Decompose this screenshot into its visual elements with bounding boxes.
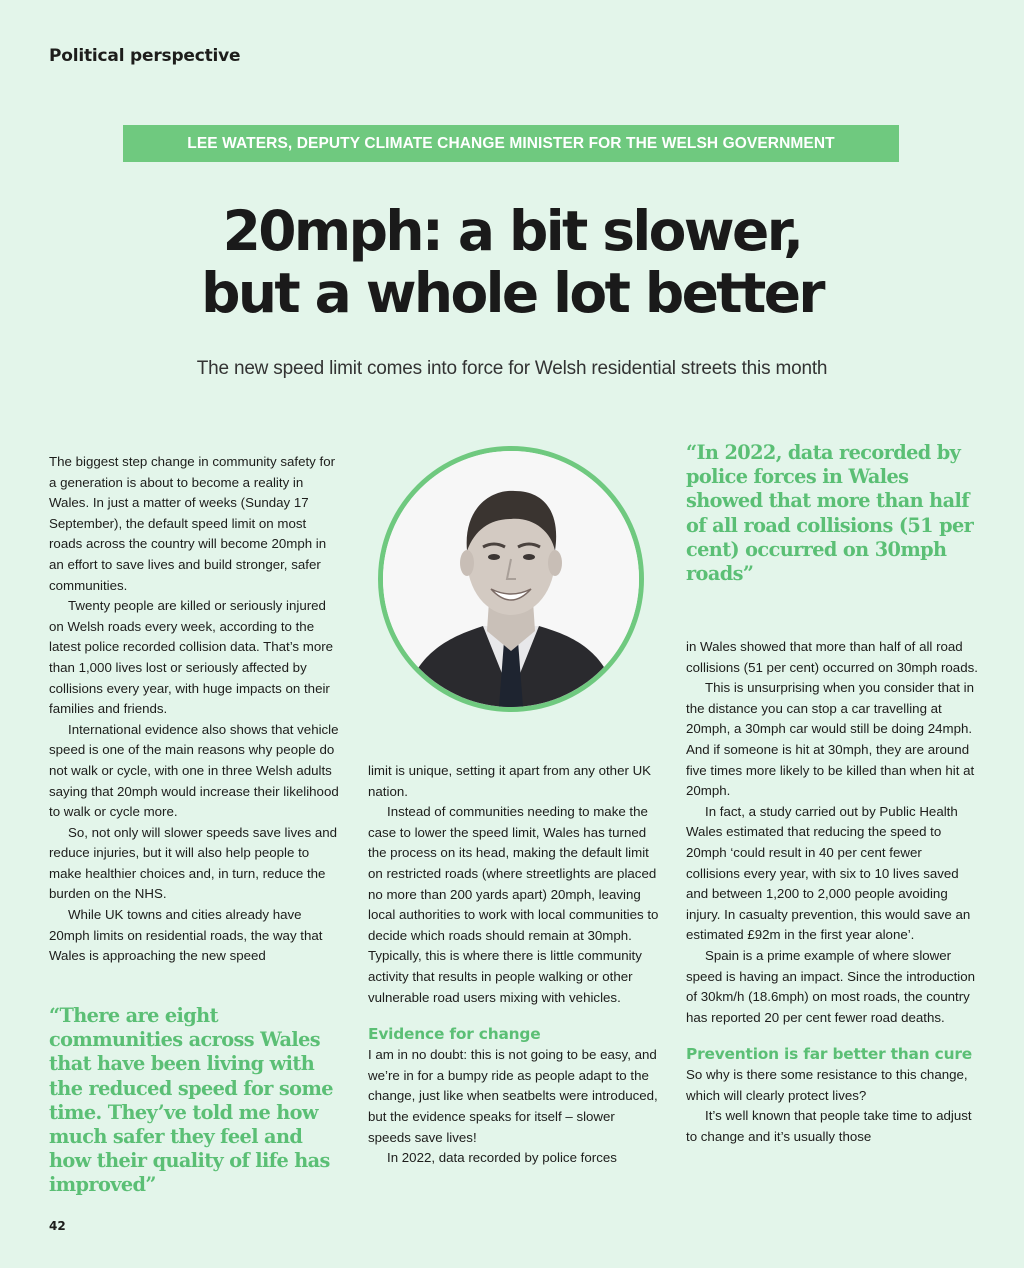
paragraph: While UK towns and cities already have 20mph limits on residential roads, the way that Wales is approaching the new speed bbox=[49, 907, 323, 964]
subheading: Prevention is far better than cure bbox=[686, 1045, 972, 1064]
paragraph: limit is unique, setting it apart from any other UK nation. bbox=[368, 763, 652, 799]
article-column-2 bbox=[368, 761, 660, 1169]
page-number: 42 bbox=[49, 1219, 66, 1233]
pull-quote: “In 2022, data recorded by police forces in Wales showed that more than half of all road collisions (51 per cent) occurred on 30mph roads” bbox=[686, 441, 974, 586]
paragraph: International evidence also shows that vehicle speed is one of the main reasons why people do not walk or cycle, with one in three Welsh adults saying that 20mph would increase their likelihood to walk or cycle more. bbox=[49, 721, 339, 820]
author-banner bbox=[123, 125, 899, 162]
headline bbox=[0, 200, 1024, 324]
paragraph: Spain is a prime example of where slower speed is having an impact. Since the introduction of 30km/h (18.6mph) on most roads, the country has reported 20 per cent fewer road deaths. bbox=[686, 947, 976, 1025]
paragraph: in Wales showed that more than half of all road collisions (51 per cent) occurred on 30mph roads. bbox=[686, 639, 978, 675]
subheading: Evidence for change bbox=[368, 1025, 541, 1044]
paragraph: This is unsurprising when you consider that in the distance you can stop a car travelling at 20mph, a 30mph car would still be doing 24mph. And if someone is hit at 30mph, they are around five times more likely to be killed than when hit at 20mph. bbox=[686, 680, 975, 799]
paragraph: Twenty people are killed or seriously injured on Welsh roads every week, according to the latest police recorded collision data. That’s more than 1,000 lives lost or seriously affected by collisions every year, with huge impacts on their families and friends. bbox=[49, 598, 334, 717]
paragraph: Instead of communities needing to make the case to lower the speed limit, Wales has turned the process on its head, making the default limit on restricted roads (where streetlights are placed no more than 200 yards apart) 20mph, leaving local authorities to work with local communities to decide which roads should remain at 30mph. Typically, this is where there is little community activity that results in people walking or other vulnerable road users mixing with vehicles. bbox=[368, 804, 659, 1005]
author-banner-text: LEE WATERS, DEPUTY CLIMATE CHANGE MINISTER FOR THE WELSH GOVERNMENT bbox=[187, 134, 835, 152]
paragraph: So, not only will slower speeds save lives and reduce injuries, but it will also help people to make healthier choices and, in turn, reduce the burden on the NHS. bbox=[49, 824, 338, 902]
standfirst: The new speed limit comes into force for Welsh residential streets this month bbox=[196, 358, 828, 379]
article-column-1 bbox=[49, 452, 341, 967]
paragraph: It’s well known that people take time to adjust to change and it’s usually those bbox=[686, 1108, 972, 1145]
portrait-illustration bbox=[383, 451, 639, 707]
paragraph: In 2022, data recorded by police forces bbox=[387, 1150, 617, 1166]
paragraph: So why is there some resistance to this change, which will clearly protect lives? bbox=[686, 1067, 968, 1103]
headline-line-1: 20mph: a bit slower, bbox=[222, 199, 802, 263]
article-column-3 bbox=[686, 637, 978, 1148]
pull-quote: “There are eight communities across Wales that have been living with the reduced speed for some time. They’ve told me how much safer they feel and how their quality of life has improved” bbox=[49, 1004, 333, 1197]
author-portrait bbox=[378, 446, 644, 712]
paragraph: The biggest step change in community safety for a generation is about to become a reality in Wales. In just a matter of weeks (Sunday 17 September), the default speed limit on most roads across the country will become 20mph in an effort to save lives and build stronger, safer communities. bbox=[49, 454, 336, 593]
paragraph: I am in no doubt: this is not going to be easy, and we’re in for a bumpy ride as people adapt to the change, just like when seatbelts were introduced, but the evidence speaks for itself – slower speeds save lives! bbox=[368, 1047, 658, 1145]
headline-line-2: but a whole lot better bbox=[201, 261, 823, 325]
paragraph: In fact, a study carried out by Public Health Wales estimated that reducing the speed to 20mph ‘could result in 40 per cent fewer collisions every year, with six to 10 lives saved and between 1,200 to 2,000 people avoiding injury. In casualty prevention, this would save an estimated £92m in the first year alone’. bbox=[686, 803, 971, 943]
section-label: Political perspective bbox=[49, 46, 241, 66]
